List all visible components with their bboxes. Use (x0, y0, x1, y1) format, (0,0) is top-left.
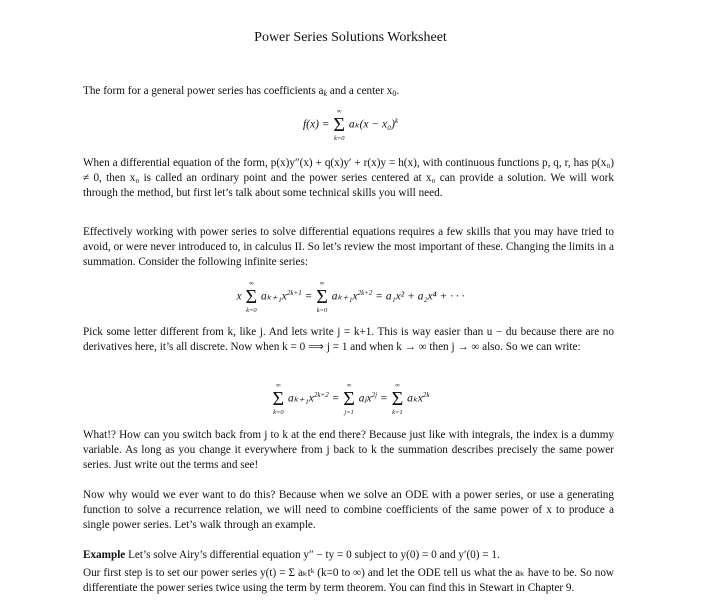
eq1-exp: k (394, 116, 399, 125)
equation-general-power-series (0, 108, 701, 142)
eq2-upper-1: ∞ (249, 280, 254, 287)
eq1-term: aₖ(x − x₀) (348, 118, 395, 131)
intro-paragraph: The form for a general power series has coefficients ak and a center x0. (83, 85, 400, 98)
eq3-exp1: 2k+2 (313, 390, 329, 399)
paragraph-why-combine: Now why would we ever want to do this? Because when we solve an ODE with a power series, or use a generating function to solve a recurrence relation, we will need to combine coefficients of the same power of x to produce a single power series. Let’s walk through an example. (83, 489, 614, 532)
eq2-tail: = a₁x² + a₂x⁴ + · · · (375, 290, 465, 303)
eq3-upper-1: ∞ (276, 382, 281, 389)
paragraph-first-step: Our first step is to set our power series y(t) = Σ aₖtᵏ (k=0 to ∞) and let the ODE tell us what the aₖ have to be. So now differentiate the power series twice using the term by term theorem. You can find this in Stewart in Chapter 9. (83, 567, 614, 595)
paragraph-ordinary-point: When a differential equation of the form, p(x)y″(x) + q(x)y′ + r(x)y = h(x), with continuous functions p, q, r, has p(x₀) ≠ 0, then x₀ is called an ordinary point and the power series centered at x₀ can provide a solution. We will work through the method, but first let’s talk about some technical skills you will need. (83, 157, 614, 200)
example-label: Example (83, 549, 126, 561)
eq1-sum-upper: ∞ (336, 108, 342, 115)
sigma-icon: ∞ Σ k=0 (333, 108, 346, 142)
eq3-lower-1: k=0 (273, 409, 284, 416)
eq2-term2: aₖ₊₁x (331, 290, 358, 303)
paragraph-index-change: Pick some letter different from k, like j. And lets write j = k+1. This is way easier than u − du because there are no derivatives here, it’s all discrete. Now when k = 0 ⟹ j = 1 and when k → ∞ then j → ∞ also. So we can write: (83, 326, 614, 354)
eq3-exp3: 2k (422, 390, 430, 399)
eq2-exp1: 2k+1 (286, 288, 302, 297)
intro-text: The form for a general power series has coefficients a (83, 85, 324, 97)
sigma-icon: ∞ Σ k=0 (245, 280, 258, 314)
paragraph-dummy-variable: What!? How can you switch back from j to k at the end there? Because just like with integrals, the index is a dummy variable. As long as you change it everywhere from j back to k the summation describes precisely the same power series. Just write out the terms and see! (83, 429, 614, 472)
eq3-upper-2: ∞ (346, 382, 352, 389)
equation-reindex: ∞ Σ k=0 $a_{k+1}x^{2k+2}$ = ∞ Σ j=1 aⱼx$^{2j}$ = ∞ Σ k=1 aₖx$^{2k}$ (272, 382, 430, 416)
sigma-icon: ∞ Σ j=1 (343, 382, 355, 416)
eq3-exp2: 2j (371, 390, 378, 399)
eq2-prefix: x (236, 290, 242, 303)
eq2-upper-2: ∞ (319, 280, 325, 287)
equation-series-shift: x ∞ Σ k=0 $a_{k+1}x^{2k+1}$ = ∞ Σ k=0 $a_{k+1}x^{2k+2} = a_1x^2 + a_2x^4$ + · · · (236, 280, 465, 314)
eq3-lower-2: j=1 (344, 409, 354, 416)
eq2-lower-2: k=0 (316, 307, 328, 314)
page-title: Power Series Solutions Worksheet (254, 30, 447, 45)
sigma-icon: ∞ Σ k=1 (391, 382, 404, 416)
paragraph-technical-skills: Effectively working with power series to solve differential equations requires a few skills that you may have tried to avoid, or were never introduced to, in calculus II. So let’s review the most important of these. Changing the limits in a summation. Consider the following infinite series: (83, 226, 614, 269)
eq2-lower-1: k=0 (246, 307, 257, 314)
eq1-lhs: f(x) = (302, 118, 333, 131)
intro-text-2: and a center x (327, 85, 393, 97)
sigma-icon: ∞ Σ k=0 (316, 280, 328, 314)
eq3-upper-3: ∞ (395, 382, 400, 389)
example-paragraph (83, 548, 614, 563)
eq2-term1: aₖ₊₁x (261, 290, 287, 303)
eq2-exp2: 2k+2 (357, 288, 373, 297)
eq3-term1: aₖ₊₁x (288, 392, 314, 405)
eq3-lower-3: k=1 (392, 409, 403, 416)
eq1-sum-lower: k=0 (333, 135, 345, 142)
example-text: Let’s solve Airy’s differential equation y″ − ty = 0 subject to y(0) = 0 and y′(0) = 1. (125, 549, 500, 561)
sigma-icon: ∞ Σ k=0 (272, 382, 285, 416)
eq3-term2: aⱼx (358, 392, 372, 405)
eq3-term3: aₖx (407, 392, 423, 405)
